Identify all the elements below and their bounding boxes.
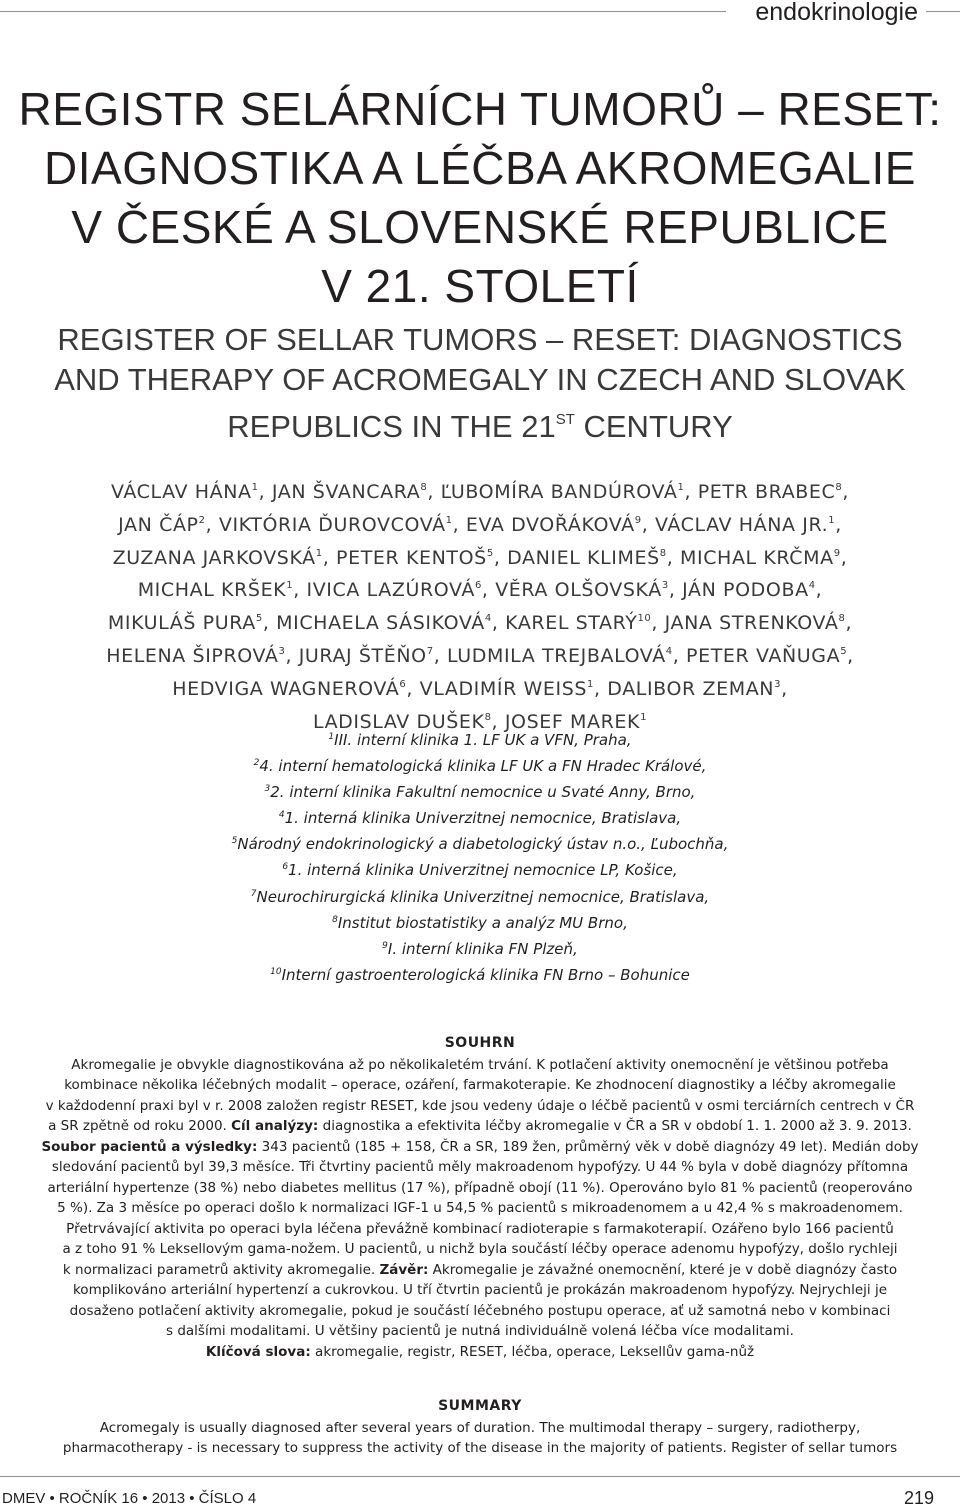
abstract-line: pharmacotherapy - is necessary to suppress the activity of the disease in the majority of patients. Register of sellar tumors bbox=[62, 1440, 898, 1456]
author-name: , VLADIMÍR WEISS bbox=[406, 677, 588, 700]
author-name: , JANA STRENKOVÁ bbox=[651, 612, 839, 635]
author-affiliation-number: 3 bbox=[661, 580, 669, 592]
author-name: , PETR BRABEC bbox=[684, 481, 836, 503]
abstract-line: arteriální hypertenze (38 %) nebo diabetes mellitus (17 %), případně obojí (11 %). Operováno bylo 81 % pacientů (reoperováno bbox=[47, 1179, 913, 1196]
author-line bbox=[0, 671, 960, 704]
affiliation-number: 10 bbox=[270, 966, 282, 977]
affiliation-number: 3 bbox=[264, 784, 271, 795]
affiliation-text: Neurochirurgická klinika Univerzitnej nemocnice, Bratislava, bbox=[256, 887, 710, 906]
author-affiliation-number: 1 bbox=[445, 514, 453, 526]
abstract-text: k normalizaci parametrů aktivity akromegalie. bbox=[62, 1261, 380, 1278]
abstract-line: kombinace několika léčebných modalit – operace, ozáření, farmakoterapie. Ke zhodnocení diagnostiky a léčby akromegalie bbox=[64, 1077, 896, 1093]
author-affiliation-number: 1 bbox=[251, 482, 259, 493]
author-name: , JURAJ ŠTĚŇO bbox=[285, 644, 427, 667]
affiliation-number: 6 bbox=[282, 862, 289, 873]
affiliation-number: 4 bbox=[278, 810, 285, 821]
journal-info: DMEV • ROČNÍK 16 • 2013 • ČÍSLO 4 bbox=[2, 1490, 257, 1507]
author-name: , DALIBOR ZEMAN bbox=[594, 677, 775, 700]
author-name: , JOSEF MAREK bbox=[491, 710, 641, 733]
author-line bbox=[0, 605, 960, 638]
affiliation-line bbox=[0, 856, 960, 882]
abstract-line bbox=[0, 1116, 960, 1137]
author-affiliation-number: 1 bbox=[587, 678, 595, 690]
abstract-line bbox=[0, 1260, 960, 1281]
author-name: , bbox=[815, 579, 823, 602]
section-label-conclusion: Závěr: bbox=[379, 1261, 429, 1278]
author-affiliation-number: 1 bbox=[640, 711, 648, 723]
author-affiliation-number: 9 bbox=[833, 547, 841, 559]
affiliation-number: 7 bbox=[250, 888, 257, 899]
author-name: , ĽUBOMÍRA BANDÚROVÁ bbox=[427, 481, 678, 503]
title-en-text: CENTURY bbox=[574, 409, 733, 444]
author-name: MIKULÁŠ PURA bbox=[107, 612, 256, 635]
author-name: HEDVIGA WAGNEROVÁ bbox=[172, 677, 400, 700]
abstract-line: Acromegaly is usually diagnosed after several years of duration. The multimodal therapy – surgery, radiotherpy, bbox=[99, 1419, 861, 1436]
author-name: , bbox=[847, 644, 854, 667]
affiliation-text: Institut biostatistiky a analýz MU Brno, bbox=[337, 913, 628, 932]
author-line bbox=[0, 572, 960, 605]
keywords-text: akromegalie, registr, RESET, léčba, operace, Leksellův gama-nůž bbox=[310, 1343, 755, 1360]
abstract-line: 5 %). Za 3 měsíce po operaci došlo k normalizaci IGF-1 u 54,5 % pacientů s mikroadenomem a u 42,4 % s makroadenomem. bbox=[57, 1200, 903, 1216]
author-name: , KAREL STARÝ bbox=[491, 612, 638, 635]
affiliation-line bbox=[0, 830, 960, 856]
title-en-line: REGISTER OF SELLAR TUMORS – RESET: DIAGNOSTICS bbox=[57, 322, 903, 357]
affiliation-text: Národný endokrinologický a diabetologický ústav n.o., Ľubochňa, bbox=[237, 835, 729, 854]
header-rule-right bbox=[926, 11, 960, 12]
author-affiliation-number: 5 bbox=[486, 547, 494, 559]
running-header bbox=[0, 0, 960, 40]
author-affiliation-number: 1 bbox=[828, 514, 836, 526]
author-affiliation-number: 10 bbox=[637, 613, 652, 625]
author-affiliation-number: 7 bbox=[426, 645, 434, 657]
author-name: , PETER VAŇUGA bbox=[672, 644, 841, 667]
author-name: JAN ČÁP bbox=[118, 513, 199, 536]
author-name: , VÁCLAV HÁNA JR. bbox=[641, 513, 829, 536]
title-czech bbox=[0, 80, 960, 316]
author-name: , bbox=[840, 546, 848, 569]
author-affiliation-number: 1 bbox=[315, 547, 323, 559]
abstract-line: sledování pacientů byl 39,3 měsíce. Tři čtvrtiny pacientů měly makroadenom hypofýzy. U 44 % byla v době diagnózy přítomna bbox=[51, 1159, 909, 1175]
title-cz-line: DIAGNOSTIKA A LÉČBA AKROMEGALIE bbox=[44, 142, 916, 194]
author-affiliation-number: 5 bbox=[840, 645, 848, 657]
abstract-line: komplikováno arteriální hypertenzí a cukrovkou. U tří čtvrtin pacientů je prokázán makroadenom hypofýzy. Nejrychleji je bbox=[72, 1282, 888, 1298]
author-name: , MICHAL KRČMA bbox=[666, 546, 834, 569]
keywords-label: Klíčová slova: bbox=[205, 1343, 311, 1360]
affiliation-line bbox=[0, 726, 960, 752]
author-name: , VĚRA OLŠOVSKÁ bbox=[481, 579, 662, 602]
title-en-line bbox=[0, 400, 960, 447]
author-affiliation-number: 4 bbox=[808, 580, 816, 592]
abstract-line: v každodenní praxi byl v r. 2008 založen registr RESET, kde jsou vedeny údaje o léčbě pacientů v osmi terciárních centrech v ČR bbox=[45, 1097, 915, 1114]
section-name: endokrinologie bbox=[755, 0, 918, 26]
author-affiliation-number: 1 bbox=[677, 482, 685, 493]
author-affiliation-number: 8 bbox=[835, 482, 843, 493]
abstract-heading: SUMMARY bbox=[438, 1398, 522, 1414]
affiliation-line bbox=[0, 935, 960, 961]
abstract-line: Přetrvávající aktivita po operaci byla léčena převážně kombinací radioterapie s farmakoterapií. Ozářeno bylo 166 pacientů bbox=[66, 1220, 894, 1237]
section-label-results: Soubor pacientů a výsledky: bbox=[41, 1138, 258, 1155]
author-affiliation-number: 9 bbox=[634, 514, 642, 526]
abstract-line bbox=[0, 1137, 960, 1158]
affiliation-text: Interní gastroenterologická klinika FN Brno – Bohunice bbox=[281, 965, 690, 984]
abstract-text: diagnostika a efektivita léčby akromegalie v ČR a SR v období 1. 1. 2000 až 3. 9. 2013. bbox=[318, 1118, 912, 1134]
title-en-text: REPUBLICS IN THE 21 bbox=[227, 409, 556, 444]
header-rule-left bbox=[0, 11, 726, 12]
title-english bbox=[0, 320, 960, 447]
author-name: , bbox=[845, 612, 853, 635]
author-line bbox=[0, 474, 960, 507]
author-name: , EVA DVOŘÁKOVÁ bbox=[452, 513, 635, 536]
abstract-line: a z toho 91 % Leksellovým gama-nožem. U pacientů, u nichž byla součástí léčby operace adenomu hypofýzy, došlo rychleji bbox=[62, 1241, 898, 1257]
author-affiliation-number: 8 bbox=[659, 547, 667, 559]
title-cz-line: V 21. STOLETÍ bbox=[321, 260, 639, 312]
author-line bbox=[0, 638, 960, 671]
abstract-czech bbox=[0, 1033, 960, 1362]
author-name: HELENA ŠIPROVÁ bbox=[106, 644, 279, 667]
title-cz-line: REGISTR SELÁRNÍCH TUMORŮ – RESET: bbox=[18, 83, 942, 135]
author-affiliation-number: 8 bbox=[838, 613, 846, 625]
affiliation-text: I. interní klinika FN Plzeň, bbox=[387, 939, 578, 958]
affiliation-number: 8 bbox=[332, 914, 338, 925]
abstract-text: Akromegalie je závažné onemocnění, které je v době diagnózy často bbox=[428, 1261, 898, 1278]
affiliation-number: 9 bbox=[382, 940, 388, 951]
affiliation-line bbox=[0, 752, 960, 778]
author-affiliation-number: 4 bbox=[665, 645, 673, 657]
author-name: VÁCLAV HÁNA bbox=[110, 481, 252, 503]
affiliation-text: 1. interná klinika Univerzitnej nemocnice, Bratislava, bbox=[284, 809, 682, 828]
affiliation-text: III. interní klinika 1. LF UK a VFN, Praha, bbox=[334, 731, 632, 749]
author-name: , DANIEL KLIMEŠ bbox=[493, 546, 660, 569]
author-list bbox=[0, 474, 960, 736]
author-name: , bbox=[842, 481, 850, 503]
author-name: LADISLAV DUŠEK bbox=[312, 710, 485, 733]
author-affiliation-number: 8 bbox=[420, 482, 428, 493]
author-name: , MICHAELA SÁSIKOVÁ bbox=[262, 612, 485, 635]
abstract-line: Akromegalie je obvykle diagnostikována až po několikaletém trvání. K potlačení aktivity onemocnění je většinou potřeba bbox=[71, 1056, 889, 1073]
abstract-text: a SR zpětně od roku 2000. bbox=[48, 1118, 232, 1134]
affiliation-text: 1. interná klinika Univerzitnej nemocnice LP, Košice, bbox=[288, 861, 678, 880]
abstract-heading: SOUHRN bbox=[444, 1035, 516, 1051]
author-affiliation-number: 6 bbox=[399, 678, 407, 690]
author-name: , VIKTÓRIA ĎUROVCOVÁ bbox=[205, 513, 446, 536]
affiliation-line bbox=[0, 909, 960, 935]
author-name: , JÁN PODOBA bbox=[668, 579, 809, 602]
affiliation-line bbox=[0, 961, 960, 987]
affiliation-line bbox=[0, 778, 960, 804]
abstract-line: s dalšími modalitami. U většiny pacientů je nutná individuálně volená léčba více modalitami. bbox=[166, 1323, 794, 1339]
author-affiliation-number: 5 bbox=[255, 613, 263, 625]
title-cz-line: V ČESKÉ A SLOVENSKÉ REPUBLICE bbox=[71, 201, 889, 253]
author-name: MICHAL KRŠEK bbox=[137, 579, 287, 602]
abstract-line: dosaženo potlačení aktivity akromegalie, pokud je součástí léčebného postupu operace, ať už samotná nebo v kombinaci bbox=[69, 1302, 891, 1319]
author-line bbox=[0, 507, 960, 540]
affiliation-line bbox=[0, 883, 960, 909]
author-name: , bbox=[781, 677, 788, 700]
title-en-line: AND THERAPY OF ACROMEGALY IN CZECH AND SLOVAK bbox=[54, 362, 906, 397]
author-affiliation-number: 4 bbox=[484, 613, 492, 625]
author-name: , PETER KENTOŠ bbox=[322, 546, 487, 569]
author-name: , JAN ŠVANCARA bbox=[258, 481, 421, 503]
author-name: , IVICA LAZÚROVÁ bbox=[293, 579, 475, 602]
author-name: , bbox=[835, 513, 842, 536]
affiliation-line bbox=[0, 804, 960, 830]
author-affiliation-number: 2 bbox=[198, 514, 206, 526]
title-en-superscript: ST bbox=[555, 411, 575, 428]
affiliation-number: 1 bbox=[328, 732, 335, 742]
author-affiliation-number: 3 bbox=[774, 678, 782, 690]
author-name: , LUDMILA TREJBALOVÁ bbox=[433, 644, 666, 667]
affiliation-text: 2. interní klinika Fakultní nemocnice u Svaté Anny, Brno, bbox=[270, 783, 696, 802]
author-name: ZUZANA JARKOVSKÁ bbox=[112, 546, 316, 569]
affiliation-number: 5 bbox=[231, 836, 238, 847]
page-footer bbox=[0, 1476, 960, 1507]
page-number: 219 bbox=[903, 1488, 934, 1508]
author-affiliation-number: 8 bbox=[484, 711, 492, 723]
keywords-line bbox=[0, 1342, 960, 1363]
section-label-aim: Cíl analýzy: bbox=[231, 1118, 319, 1134]
author-affiliation-number: 1 bbox=[286, 580, 294, 592]
footer-rule bbox=[0, 1476, 960, 1477]
affiliation-number: 2 bbox=[253, 758, 260, 769]
author-affiliation-number: 6 bbox=[474, 580, 482, 592]
affiliation-text: 4. interní hematologická klinika LF UK a FN Hradec Králové, bbox=[259, 757, 707, 776]
author-affiliation-number: 3 bbox=[278, 645, 286, 657]
abstract-text: 343 pacientů (185 + 158, ČR a SR, 189 žen, průměrný věk v době diagnózy 49 let). Medián doby bbox=[257, 1138, 919, 1155]
abstract-english bbox=[0, 1396, 960, 1459]
author-line bbox=[0, 540, 960, 573]
affiliation-list bbox=[0, 726, 960, 987]
